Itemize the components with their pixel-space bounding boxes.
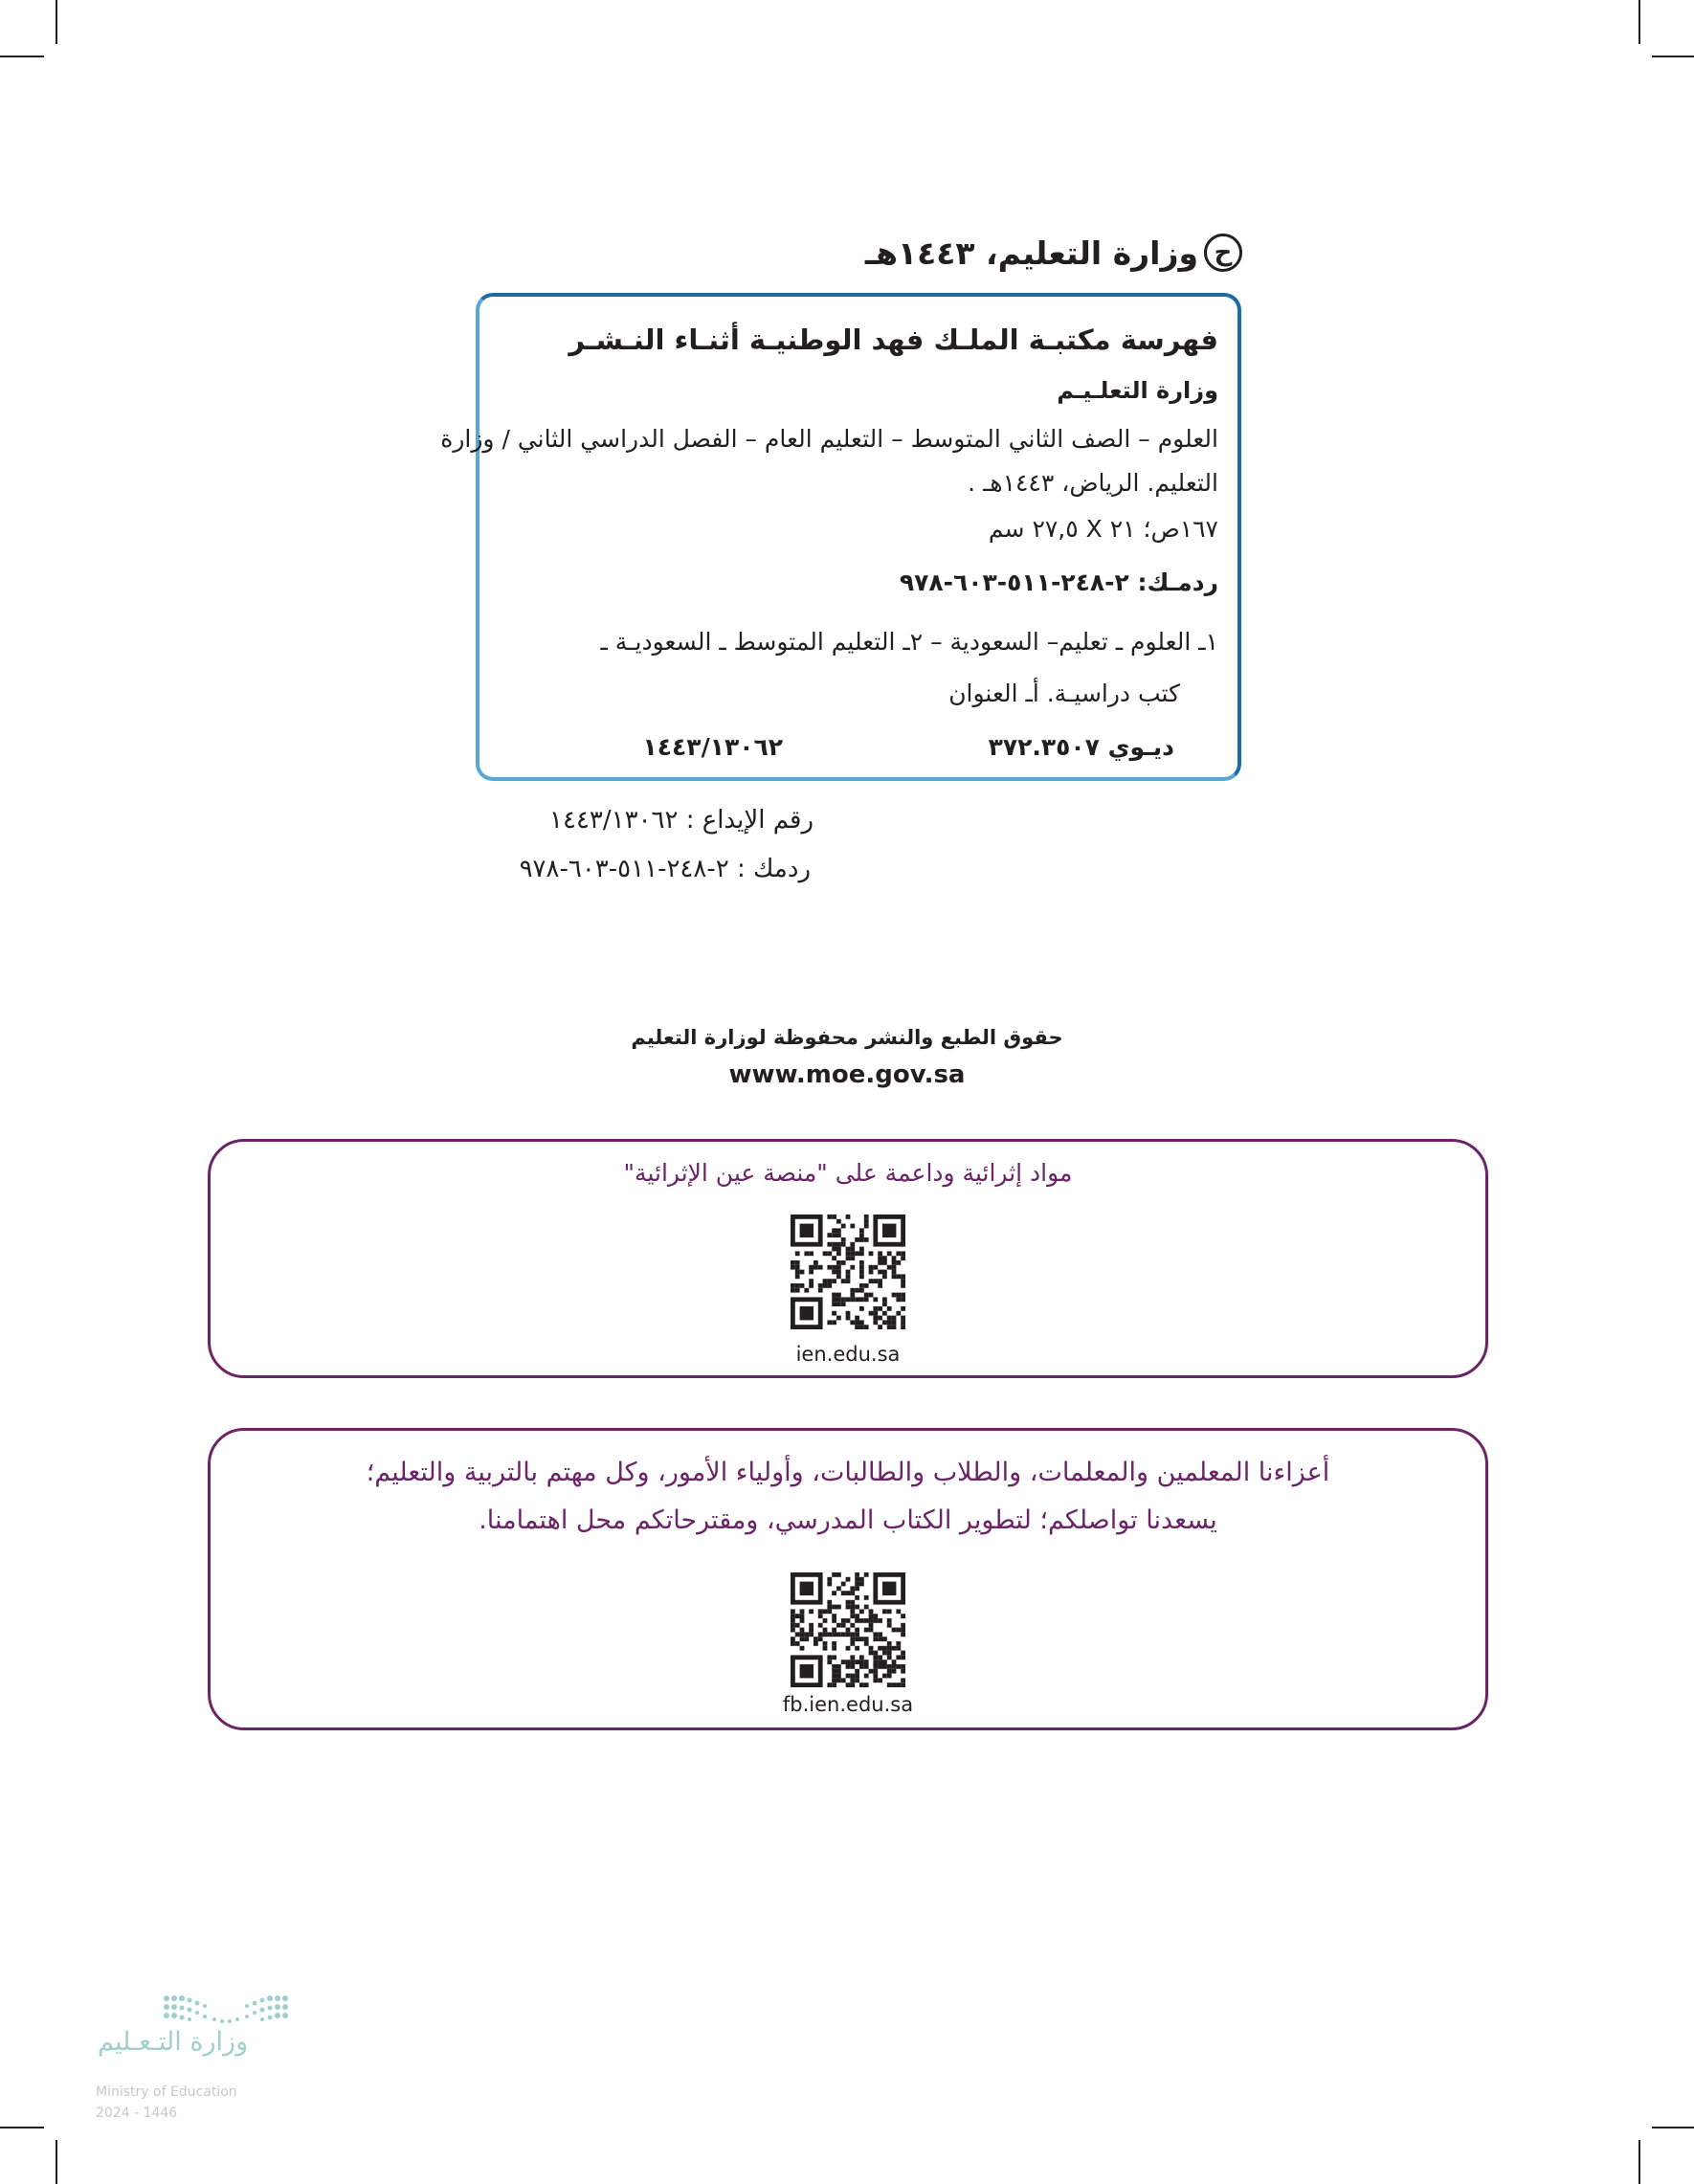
- ministry-logo: [92, 1987, 322, 2140]
- feedback-url[interactable]: fb.ien.edu.sa: [782, 1693, 914, 1716]
- crop-mark: [1638, 0, 1640, 44]
- catalog-box: [440, 293, 1241, 781]
- catalog-isbn: ردمـك: ٢-٢٤٨-٥١١-٦٠٣-٩٧٨: [899, 568, 1218, 596]
- enrichment-box: [208, 1139, 1488, 1378]
- crop-mark: [1652, 2127, 1694, 2128]
- crop-mark: [56, 2140, 57, 2184]
- feedback-box: [208, 1428, 1488, 1730]
- copyright-text: وزارة التعليم، ١٤٤٣هـ: [864, 234, 1198, 272]
- logo-year: 2024 - 1446: [96, 2106, 178, 2121]
- qr-code-icon[interactable]: [791, 1572, 905, 1687]
- copyright-symbol: ح: [1204, 234, 1242, 272]
- rights-notice: حقوق الطبع والنشر محفوظة لوزارة التعليم: [631, 1026, 1063, 1049]
- catalog-deposit-number: ١٤٤٣/١٣٠٦٢: [642, 733, 783, 761]
- catalog-subjects-line1: ١ـ العلوم ـ تعليم– السعودية – ٢ـ التعليم المتوسط ـ السعوديـة ـ: [600, 628, 1218, 656]
- enrichment-url[interactable]: ien.edu.sa: [795, 1343, 901, 1366]
- crop-mark: [0, 2127, 44, 2128]
- catalog-subjects-line2: كتب دراسيـة. أـ العنوان: [948, 680, 1180, 707]
- crop-mark: [0, 56, 44, 57]
- logo-english: Ministry of Education: [96, 2084, 237, 2100]
- isbn-number: ردمك : ٢-٢٤٨-٥١١-٦٠٣-٩٧٨: [519, 855, 811, 883]
- logo-arabic: وزارة التـعـليم: [98, 2027, 249, 2057]
- enrichment-title: مواد إثرائية وداعمة على "منصة عين الإثرائية": [623, 1159, 1073, 1187]
- catalog-description-line1: العلوم – الصف الثاني المتوسط – التعليم العام – الفصل الدراسي الثاني / وزارة: [440, 425, 1218, 453]
- catalog-ministry: وزارة التعلـيـم: [1057, 377, 1218, 404]
- catalog-description-line2: التعليم. الرياض، ١٤٤٣هـ .: [968, 469, 1218, 497]
- catalog-title: فهرسة مكتبـة الملـك فهد الوطنيـة أثنـاء النـشـر: [568, 323, 1218, 356]
- crop-mark: [1652, 56, 1694, 57]
- crop-mark: [56, 0, 57, 44]
- feedback-line1: أعزاءنا المعلمين والمعلمات، والطلاب والطالبات، وأولياء الأمور، وكل مهتم بالتربية والتعليم؛: [366, 1458, 1330, 1487]
- feedback-line2: يسعدنا تواصلكم؛ لتطوير الكتاب المدرسي، ومقترحاتكم محل اهتمامنا.: [479, 1505, 1217, 1535]
- website-link[interactable]: www.moe.gov.sa: [728, 1060, 966, 1089]
- qr-code-icon[interactable]: [791, 1215, 905, 1329]
- copyright-line: [865, 234, 1242, 272]
- catalog-dewey: ديـوي ٣٧٢.٣٥٠٧: [988, 733, 1174, 761]
- catalog-pages: ١٦٧ص؛ ٢١ X ٢٧,٥ سم: [988, 515, 1218, 543]
- crop-mark: [1638, 2140, 1640, 2184]
- deposit-number: رقم الإيداع : ١٤٤٣/١٣٠٦٢: [549, 806, 814, 835]
